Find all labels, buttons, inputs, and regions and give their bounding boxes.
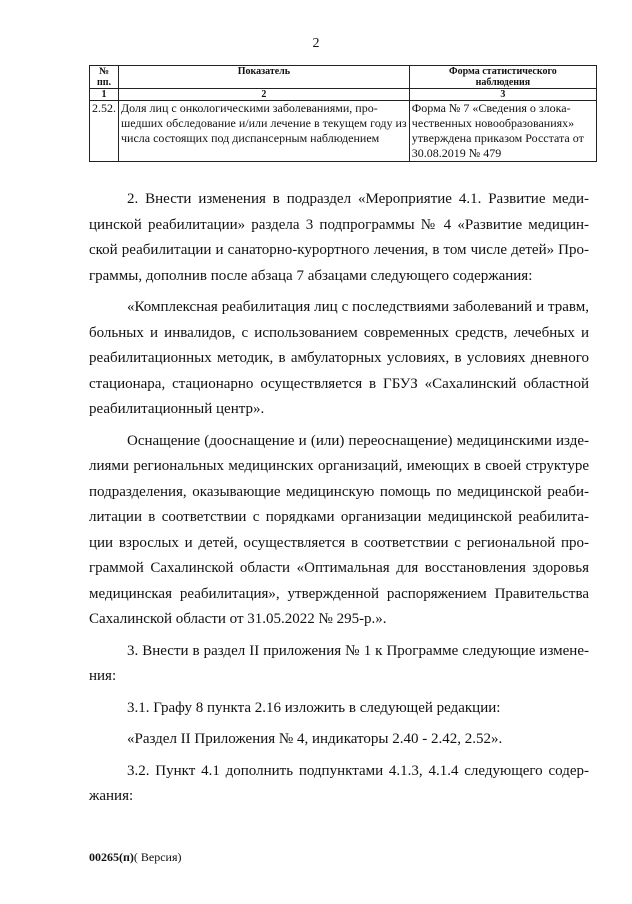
column-number: 2 — [119, 89, 410, 101]
document-version: ( Версия) — [133, 850, 182, 864]
header-number: № пп. — [90, 66, 119, 89]
paragraph: 3.2. Пункт 4.1 дополнить подпунктами 4.1.3, 4.1.4 следующего содер-жания: — [89, 762, 589, 804]
page-number: 2 — [312, 36, 320, 51]
paragraph: Оснащение (дооснащение и (или) переоснащение) медицинскими изде-лиями региональных медицинских организаций, имеющих в своей структуре подразделения, оказывающие медицинскую помощь по медицинской реаби-литации в соответствии с порядками организации медицинской реабилита-ции взрослых и детей, осуществляется в соответствии с региональной про-граммой Сахалинской области «Оптимальная для восстановления здоровья медицинская реабилитация», утвержденной распоряжением Правительства Сахалинской области от 31.05.2022 № 295-р.». — [89, 432, 589, 627]
header-indicator: Показатель — [119, 66, 410, 89]
column-number: 1 — [90, 89, 119, 101]
row-number: 2.52. — [90, 101, 119, 162]
table-column-numbers — [90, 89, 597, 101]
row-form: Форма № 7 «Сведения о злока-чественных новообразованиях» утверждена приказом Росстата от 30.08.2019 № 479 — [409, 101, 596, 162]
document-body — [89, 187, 589, 810]
row-indicator: Доля лиц с онкологическими заболеваниями, про-шедших обследование и/или лечение в текущем году из числа состоящих под диспансерным наблюдением — [119, 101, 410, 162]
paragraph: «Комплексная реабилитация лиц с последствиями заболеваний и травм, больных и инвалидов, с использованием современных средств, лечебных и реабилитационных методик, в амбулаторных условиях, в условиях дневного стационара, стационарно осуществляется в ГБУЗ «Сахалинский областной реабилитационный центр». — [89, 299, 589, 417]
document-code: 00265(п) — [89, 850, 134, 864]
paragraph: 3.1. Графу 8 пункта 2.16 изложить в следующей редакции: — [127, 699, 501, 716]
paragraph: 2. Внести изменения в подраздел «Мероприятие 4.1. Развитие меди-цинской реабилитации» раздела 3 подпрограммы № 4 «Развитие медицин-ской реабилитации и санаторно-курортного лечения, в том числе детей» Про-граммы, дополнив после абзаца 7 абзацами следующего содержания: — [89, 191, 589, 284]
table-header-row — [90, 66, 597, 89]
indicators-table — [89, 65, 597, 162]
footer-code — [89, 850, 182, 865]
paragraph: 3. Внести в раздел II приложения № 1 к Программе следующие измене-ния: — [89, 642, 589, 684]
paragraph: «Раздел II Приложения № 4, индикаторы 2.40 - 2.42, 2.52». — [127, 731, 503, 747]
table-row — [90, 101, 597, 162]
column-number: 3 — [409, 89, 596, 101]
header-form: Форма статистического наблюдения — [409, 66, 596, 89]
